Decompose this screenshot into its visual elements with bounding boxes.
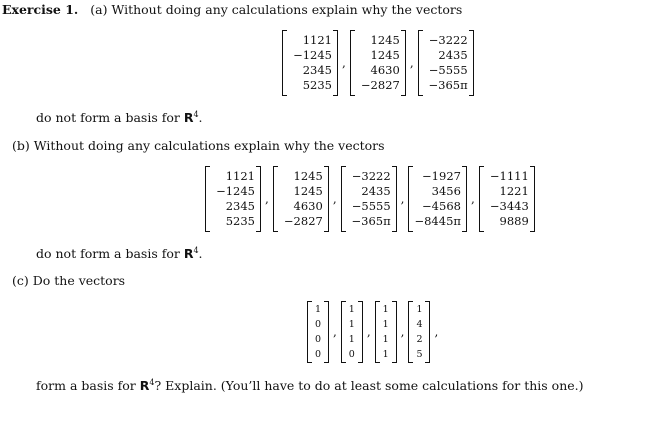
vector-entry: 9889: [499, 214, 529, 228]
part-c-vector-1: [307, 301, 329, 363]
vector-entry: −2827: [360, 78, 400, 92]
vector-entry: 1221: [499, 184, 529, 198]
dimension-superscript: 4: [149, 378, 155, 387]
vector-entry: −1245: [293, 48, 332, 62]
part-b-vector-row: [205, 166, 535, 232]
part-c-prompt: (c) Do the vectors: [12, 273, 126, 288]
vector-separator: ,: [400, 325, 405, 339]
vector-entry: 2435: [361, 184, 391, 198]
vector-separator: ,: [265, 192, 269, 206]
vector-entry: −1927: [422, 169, 461, 183]
vector-entry: 0: [314, 319, 322, 330]
vector-separator: ,: [366, 325, 371, 339]
real-field-symbol: R: [139, 378, 150, 394]
part-b-vector-1: [205, 166, 261, 232]
vector-entry: 1: [382, 349, 389, 360]
part-b-vector-5: [479, 166, 535, 232]
part-a-vector-row: [282, 30, 474, 96]
vector-entry: 0: [314, 334, 322, 345]
period: .: [198, 246, 203, 262]
part-c-question: [36, 378, 584, 393]
part-b-conclusion-text: do not form a basis for: [36, 246, 184, 262]
vector-entry: 1: [348, 304, 355, 315]
vector-separator: ,: [470, 192, 475, 206]
vector-entry: 2345: [225, 199, 255, 213]
vector-entry: −5555: [351, 199, 391, 213]
part-c-vector-2: [341, 301, 363, 363]
vector-entry: 2: [416, 334, 423, 345]
dimension-superscript: 4: [193, 246, 199, 255]
real-field-symbol: R: [183, 110, 194, 126]
part-a-vector-1: [282, 30, 338, 96]
part-c-vector-row: [307, 301, 442, 363]
part-b-prompt: (b) Without doing any calculations explain why the vectors: [12, 138, 385, 153]
part-b-vector-2: [273, 166, 329, 232]
vector-entry: 5: [416, 349, 423, 360]
vector-entry: −365π: [351, 214, 391, 228]
exercise-label: Exercise 1.: [2, 2, 79, 17]
real-field-symbol: R: [183, 246, 194, 262]
vector-entry: 1245: [293, 184, 323, 198]
vector-entry: 1245: [370, 48, 400, 62]
vector-entry: −3443: [489, 199, 529, 213]
vector-entry: −3222: [351, 169, 391, 183]
part-a-conclusion-text: do not form a basis for: [36, 110, 184, 126]
vector-entry: 1: [314, 304, 322, 315]
part-b-vector-3: [341, 166, 397, 232]
part-c-question-text: form a basis for: [36, 378, 140, 394]
vector-entry: 4: [416, 319, 423, 330]
vector-entry: 1245: [293, 169, 323, 183]
part-b-conclusion: [36, 246, 203, 261]
vector-entry: 2345: [302, 63, 332, 77]
vector-entry: 0: [348, 349, 355, 360]
vector-entry: 1121: [302, 33, 332, 47]
vector-entry: −5555: [428, 63, 468, 77]
period: .: [198, 110, 203, 126]
part-a-conclusion: [36, 110, 203, 125]
vector-entry: 4630: [293, 199, 323, 213]
vector-entry: 1: [416, 304, 423, 315]
vector-entry: −8445π: [414, 214, 461, 228]
vector-entry: −365π: [428, 78, 468, 92]
vector-separator: ,: [333, 325, 337, 339]
vector-entry: −3222: [428, 33, 468, 47]
vector-entry: −1245: [216, 184, 255, 198]
vector-entry: 2435: [438, 48, 468, 62]
part-a-vector-2: [350, 30, 406, 96]
vector-entry: −2827: [283, 214, 323, 228]
vector-entry: 1245: [370, 33, 400, 47]
part-c-vector-3: [375, 301, 397, 363]
vector-entry: 1121: [225, 169, 255, 183]
vector-entry: 1: [348, 319, 355, 330]
vector-separator: ,: [342, 56, 346, 70]
vector-entry: −1111: [489, 169, 529, 183]
dimension-superscript: 4: [193, 110, 199, 119]
part-b-vector-4: [408, 166, 466, 232]
vector-separator: ,: [409, 56, 414, 70]
vector-entry: 1: [382, 319, 389, 330]
vector-entry: 0: [314, 349, 322, 360]
vector-entry: 5235: [302, 78, 332, 92]
vector-separator: ,: [434, 325, 439, 339]
exercise-heading: [2, 2, 462, 17]
vector-entry: −4568: [422, 199, 461, 213]
part-c-vector-4: [408, 301, 430, 363]
vector-entry: 3456: [431, 184, 461, 198]
vector-separator: ,: [400, 192, 405, 206]
vector-entry: 1: [348, 334, 355, 345]
vector-entry: 1: [382, 304, 389, 315]
vector-entry: 1: [382, 334, 389, 345]
vector-entry: 5235: [225, 214, 255, 228]
vector-separator: ,: [332, 192, 337, 206]
part-c-question-tail: ? Explain. (You’ll have to do at least some calculations for this one.): [154, 378, 584, 394]
part-a-prompt: (a) Without doing any calculations explain why the vectors: [90, 2, 463, 17]
part-a-vector-3: [418, 30, 474, 96]
vector-entry: 4630: [370, 63, 400, 77]
